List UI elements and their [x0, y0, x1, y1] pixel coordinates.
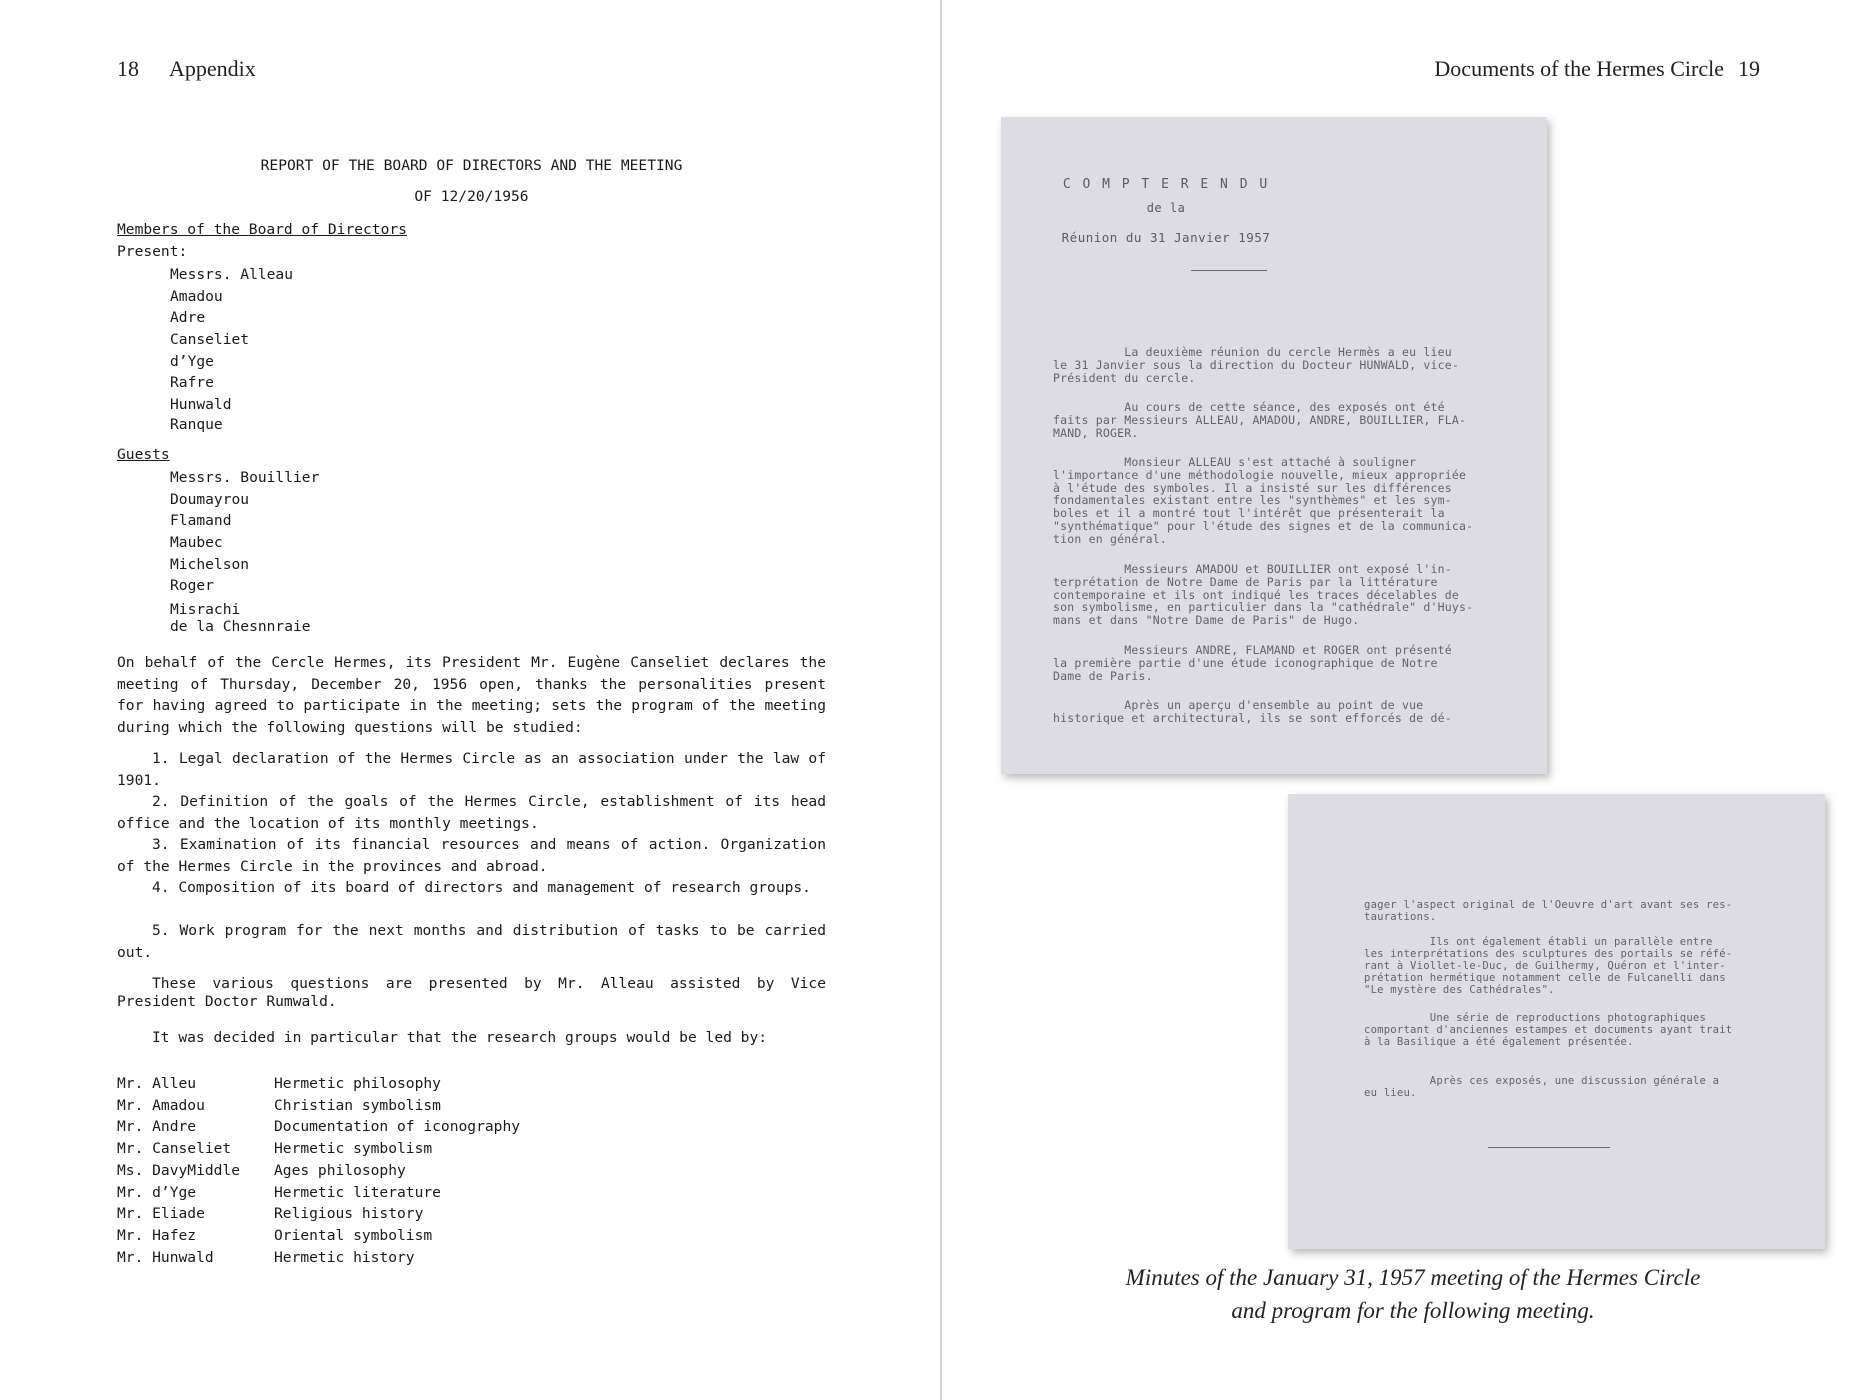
presented-paragraph: These various questions are presented by Mr. Alleau assisted by Vice President Doctor Rumwald. — [117, 975, 826, 1010]
left-page-number: 18 — [117, 56, 139, 81]
guest: Messrs. Bouillier — [170, 469, 320, 486]
scan-heading-date: Réunion du 31 Janvier 1957 — [1061, 230, 1271, 245]
board-member: Ranque — [170, 415, 223, 433]
question-5: 5. Work program for the next months and distribution of tasks to be carried out. — [117, 922, 826, 961]
table-row — [117, 1247, 520, 1269]
decided-paragraph: It was decided in particular that the research groups would be led by: — [152, 1029, 768, 1046]
table-row — [117, 1182, 520, 1204]
group-leader: Mr. Alleu — [117, 1075, 197, 1092]
scan-paragraph: Ils ont également établi un parallèle entre les interprétations des sculptures des portails se réfé- rant à Viollet-le-Duc, de Guilhermy, Quéron et l'inter- prétation hermétique notamment celle de Fulcanelli dans "Le mystère des Cathédrales". — [1364, 936, 1733, 996]
group-leader: Mr. Amadou — [117, 1096, 205, 1114]
question-2: 2. Definition of the goals of the Hermes Circle, establishment of its head office and the location of its monthly meetings. — [117, 793, 826, 832]
guest: Maubec — [170, 534, 223, 552]
scan-divider — [1191, 270, 1267, 271]
research-groups-table — [117, 1073, 520, 1268]
group-topic: Hermetic history — [274, 1248, 415, 1266]
scan-paragraph: Au cours de cette séance, des exposés ont été faits par Messieurs ALLEAU, AMADOU, ANDRE, BOUILLIER, FLA- MAND, ROGER. — [1053, 400, 1467, 440]
group-leader: Mr. Canseliet — [117, 1140, 232, 1158]
scan-paragraph: Après un aperçu d'ensemble au point de vue historique et architectural, ils se sont efforcés de dé- — [1053, 698, 1452, 725]
guest: Doumayrou — [170, 490, 250, 508]
question-4: 4. Composition of its board of directors and management of research groups. — [152, 879, 811, 896]
caption-line-1: Minutes of the January 31, 1957 meeting of the Hermes Circle — [1125, 1265, 1701, 1290]
guest: Roger — [170, 577, 214, 595]
group-topic: Christian symbolism — [274, 1096, 441, 1114]
table-row — [117, 1116, 520, 1138]
table-row — [117, 1095, 520, 1117]
guest: Michelson — [170, 555, 250, 573]
scan-paragraph: gager l'aspect original de l'Oeuvre d'art avant ses res- taurations. — [1364, 899, 1733, 923]
scanned-minutes-page-2 — [1288, 794, 1825, 1249]
group-leader: Mr. d’Yge — [117, 1183, 197, 1201]
board-member: Hunwald — [170, 396, 232, 414]
guest-list — [170, 467, 319, 635]
present-label: Present: — [117, 243, 188, 260]
guest: Misrachi — [170, 601, 241, 619]
left-running-head — [117, 56, 256, 82]
group-leader: Mr. Eliade — [117, 1205, 205, 1223]
scan-paragraph: Une série de reproductions photographiques comportant d'anciennes estampes et documents ayant trait à la Basilique a été également présentée. — [1364, 1012, 1733, 1048]
table-row — [117, 1203, 520, 1225]
right-running-head — [1434, 56, 1760, 82]
question-1: 1. Legal declaration of the Hermes Circle as an association under the law of 1901. — [117, 750, 826, 789]
board-member: Messrs. Alleau — [170, 266, 294, 283]
opening-paragraph: On behalf of the Cercle Hermes, its President Mr. Eugène Canseliet declares the meeting of Thursday, December 20, 1956 open, thanks the personalities present for having agreed to participate in the meeting; sets the program of the meeting during which the following questions will be studied: — [117, 654, 826, 737]
group-topic: Hermetic philosophy — [274, 1075, 441, 1092]
right-running-head-title: Documents of the Hermes Circle — [1434, 56, 1724, 81]
table-row — [117, 1225, 520, 1247]
group-topic: Documentation of iconography — [274, 1118, 521, 1136]
group-topic: Ages philosophy — [274, 1161, 406, 1179]
figure-caption — [1001, 1261, 1825, 1327]
scan-paragraph: La deuxième réunion du cercle Hermès a eu lieu le 31 Janvier sous la direction du Docteur HUNWALD, vice- Président du cercle. — [1053, 345, 1460, 385]
group-topic: Oriental symbolism — [274, 1226, 433, 1244]
scan-paragraph: Messieurs ANDRE, FLAMAND et ROGER ont présenté la première partie d'une étude iconographique de Notre Dame de Paris. — [1053, 643, 1452, 683]
table-row — [117, 1073, 520, 1095]
guest: de la Chesnnraie — [170, 618, 311, 636]
scan-heading-sub: de la — [1146, 201, 1186, 215]
group-leader: Mr. Andre — [117, 1118, 197, 1136]
board-member: d’Yge — [170, 352, 214, 370]
group-topic: Hermetic literature — [274, 1183, 441, 1201]
report-title: REPORT OF THE BOARD OF DIRECTORS AND THE MEETING OF 12/20/1956 — [260, 157, 683, 205]
group-topic: Religious history — [274, 1205, 424, 1223]
right-page-number: 19 — [1738, 56, 1760, 81]
board-member-list — [170, 264, 293, 433]
table-row — [117, 1160, 520, 1182]
board-members-label: Members of the Board of Directors — [117, 221, 407, 238]
guests-label: Guests — [117, 446, 170, 463]
scan-paragraph: Messieurs AMADOU et BOUILLIER ont exposé l'in- terprétation de Notre Dame de Paris par la littérature contemporaine et ils ont indiqué les traces décelables de son symbolisme, en particulier dans la "cathédrale" d'Huys- mans et dans "Notre Dame de Paris" de Hugo. — [1053, 562, 1474, 628]
board-member: Adre — [170, 309, 206, 327]
scan-paragraph: Monsieur ALLEAU s'est attaché à souligner l'importance d'une méthodologie nouvelle, mieux appropriée à l'étude des symboles. Il a insisté sur les différences fondamentales existant entre les "synthèmes" et les sym- boles et il a montré tout l'intérêt que présenterait la "synthématique" pour l'étude des signes et de la communica- tion en général. — [1053, 455, 1474, 546]
group-leader: Mr. Hunwald — [117, 1248, 214, 1266]
scanned-minutes-page-1 — [1001, 117, 1547, 774]
question-3: 3. Examination of its financial resources and means of action. Organization of the Hermes Circle in the provinces and abroad. — [117, 836, 826, 875]
scan-divider — [1488, 1147, 1610, 1148]
group-topic: Hermetic symbolism — [274, 1140, 433, 1158]
guest: Flamand — [170, 512, 232, 530]
table-row — [117, 1138, 520, 1160]
board-member: Amadou — [170, 287, 223, 305]
scan-paragraph: Après ces exposés, une discussion générale a eu lieu. — [1364, 1075, 1720, 1099]
group-leader: Mr. Hafez — [117, 1226, 197, 1244]
scan-heading-title: C O M P T E R E N D U — [1062, 177, 1270, 192]
caption-line-2: and program for the following meeting. — [1231, 1298, 1595, 1323]
board-member: Canseliet — [170, 331, 250, 349]
board-member: Rafre — [170, 374, 214, 392]
left-running-head-title: Appendix — [169, 56, 256, 81]
group-leader: Ms. DavyMiddle — [117, 1161, 241, 1179]
